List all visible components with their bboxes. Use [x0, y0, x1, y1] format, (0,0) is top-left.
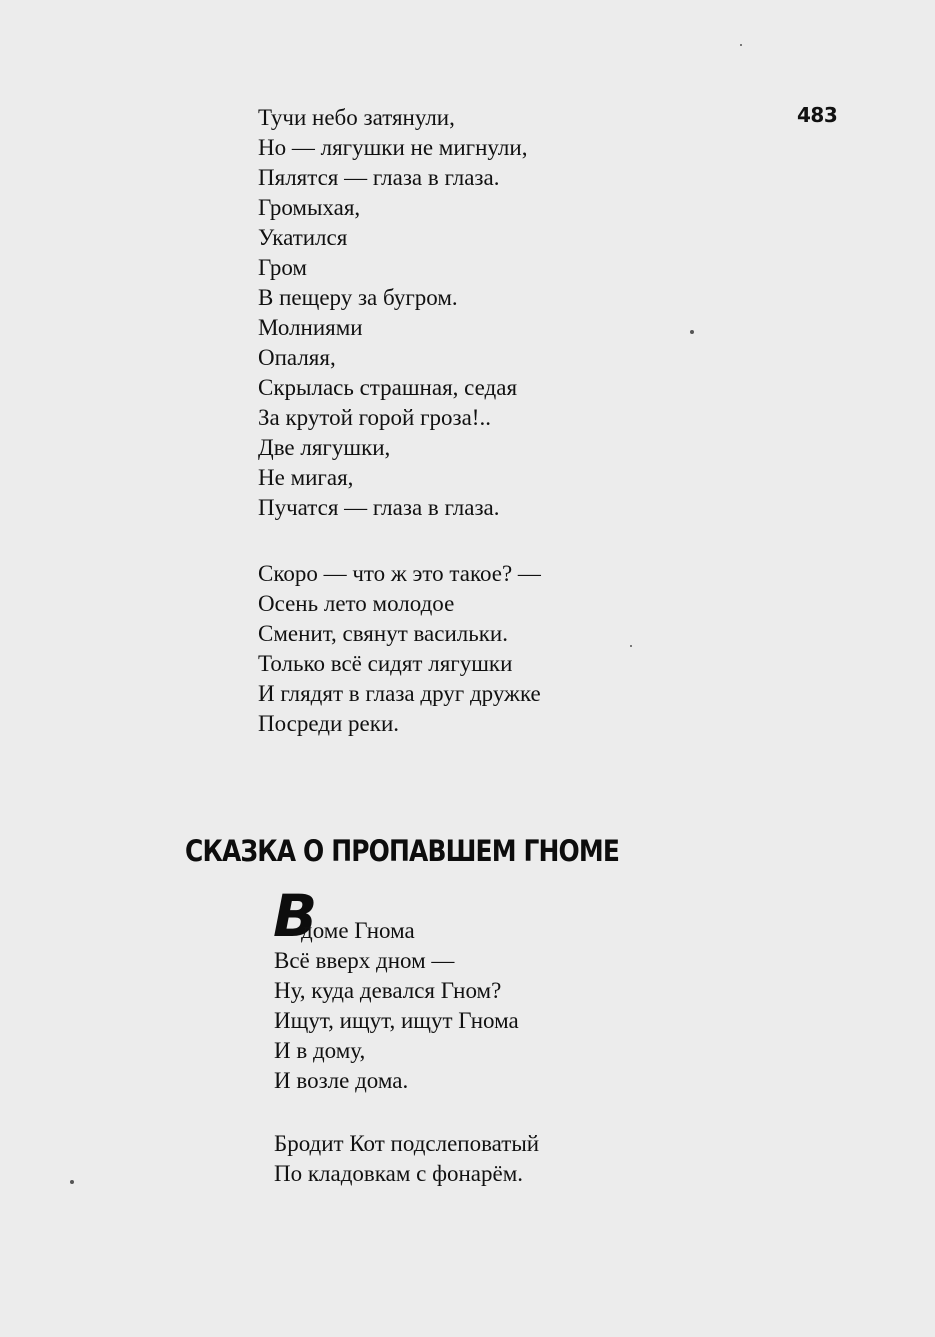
poem-line: Осень лето молодое	[258, 591, 455, 616]
poem-title: СКАЗКА О ПРОПАВШЕМ ГНОМЕ	[185, 834, 620, 868]
poem-line: Ищут, ищут, ищут Гнома	[274, 1008, 519, 1033]
poem-line: Скоро — что ж это такое? —	[258, 561, 541, 586]
poem-first-line: доме Гнома	[301, 918, 415, 943]
poem-line: Но — лягушки не мигнули,	[258, 135, 528, 160]
poem-line: И глядят в глаза друг дружке	[258, 681, 541, 706]
show-through-text	[530, 103, 536, 133]
poem-line: И возле дома.	[274, 1068, 409, 1093]
poem-line: Ну, куда девался Гном?	[274, 978, 502, 1003]
poem-line: Гром	[258, 255, 307, 280]
poem-line: Не мигая,	[258, 465, 354, 490]
poem-line: Всё вверх дном —	[274, 948, 455, 973]
poem-stanza-3	[274, 946, 519, 1096]
poem-stanza-2	[258, 559, 541, 739]
poem-stanza-4	[274, 1129, 539, 1189]
poem-line: Укатился	[258, 225, 348, 250]
poem-line: По кладовкам с фонарём.	[274, 1161, 524, 1186]
page-number: 483	[797, 103, 838, 127]
poem-line: Скрылась страшная, седая	[258, 375, 518, 400]
poem-stanza-1	[258, 103, 527, 523]
poem-line: Две лягушки,	[258, 435, 391, 460]
drop-cap: В	[273, 882, 318, 950]
poem-line: Бродит Кот подслеповатый	[274, 1131, 540, 1156]
poem-line: Сменит, свянут васильки.	[258, 621, 508, 646]
dust-speck	[740, 44, 742, 46]
poem-line: Пялятся — глаза в глаза.	[258, 165, 500, 190]
poem-line: Посреди реки.	[258, 711, 399, 736]
dust-speck	[630, 645, 632, 647]
poem-line: Пучатся — глаза в глаза.	[258, 495, 500, 520]
poem-line: За крутой горой гроза!..	[258, 405, 491, 430]
poem-line: Тучи небо затянули,	[258, 105, 455, 130]
dust-speck	[690, 330, 694, 334]
poem-line: Молниями	[258, 315, 363, 340]
poem-line: Только всё сидят лягушки	[258, 651, 513, 676]
dust-speck	[70, 1180, 74, 1184]
poem-line: Громыхая,	[258, 195, 361, 220]
poem-line: В пещеру за бугром.	[258, 285, 458, 310]
poem-line: Опаляя,	[258, 345, 336, 370]
poem-line: И в дому,	[274, 1038, 366, 1063]
